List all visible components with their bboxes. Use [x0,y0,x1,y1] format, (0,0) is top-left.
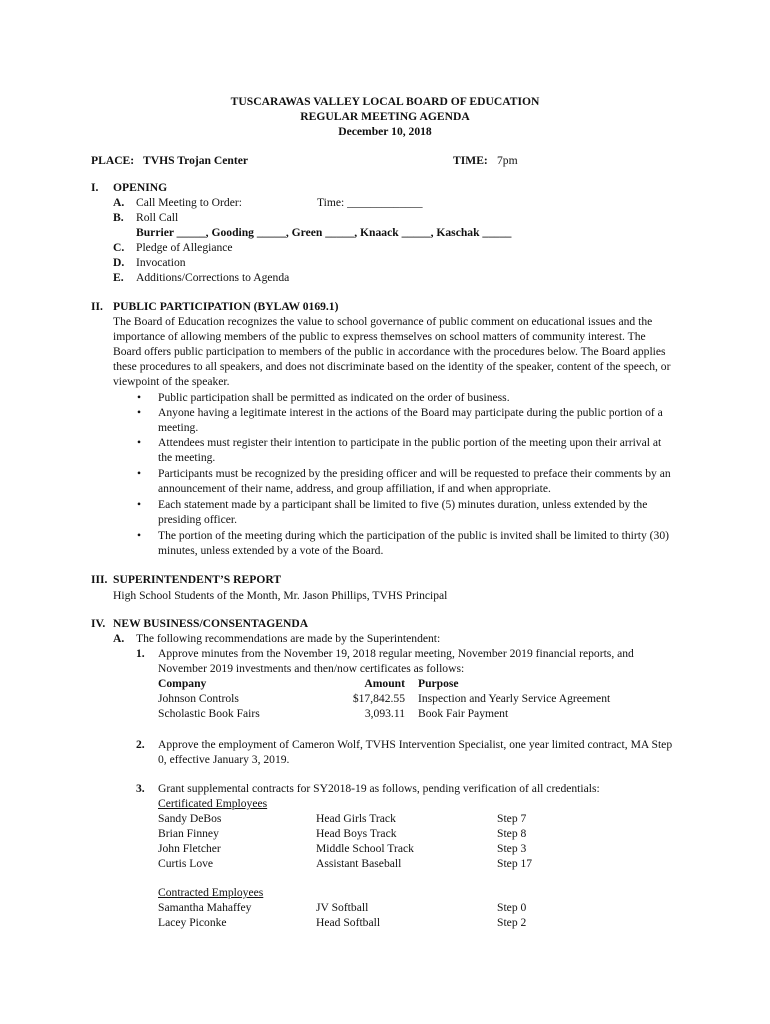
cert-row2-step: Step 8 [497,827,527,840]
cert-row3-step: Step 3 [497,842,527,855]
item-1-text: Approve minutes from the November 19, 2018 regular meeting, November 2019 financial reports, and November 2019 investments and then/now certificates as follows: [158,647,634,675]
cert-row2-position: Head Boys Track [316,827,397,840]
bullet-4: Participants must be recognized by the presiding officer and will be requested to preface their comments by an announcement of their name, address, and group affiliation, if and when appropriate. [158,467,671,495]
section-1-number: I. [91,181,99,194]
bullet-4-dot: • [137,467,142,480]
item-e-letter: E. [113,271,124,284]
item-a-letter: A. [113,196,125,209]
item-2-text: Approve the employment of Cameron Wolf, TVHS Intervention Specialist, one year limited contract, MA Step 0, effective January 3, 2019. [158,738,673,766]
bullet-5: Each statement made by a participant shall be limited to five (5) minutes duration, unless extended by the presiding officer. [158,498,648,526]
superintendent-report-text: High School Students of the Month, Mr. Jason Phillips, TVHS Principal [113,589,448,602]
contr-row2-step: Step 2 [497,916,527,929]
bullet-3: Attendees must register their intention to participate in the public portion of the meeting upon their arrival at the meeting. [158,436,662,464]
item-b-letter: B. [113,211,124,224]
bullet-6: The portion of the meeting during which the participation of the public is invited shall be limited to thirty (30) minutes, unless extended by a vote of the Board. [158,529,669,557]
bullet-2-dot: • [137,406,142,419]
roll-call: Roll Call [136,211,179,224]
invocation: Invocation [136,256,186,269]
meeting-date: December 10, 2018 [338,125,432,138]
bullet-5-dot: • [137,498,142,511]
certificated-employees-heading: Certificated Employees [158,797,268,810]
additions: Additions/Corrections to Agenda [136,271,290,284]
row1-amount: $17,842.55 [352,692,405,705]
cert-row2-name: Brian Finney [158,827,219,840]
bullet-6-dot: • [137,529,142,542]
row2-company: Scholastic Book Fairs [158,707,260,720]
item-1-number: 1. [136,647,145,660]
cert-row1-step: Step 7 [497,812,527,825]
item-3-number: 3. [136,782,145,795]
agenda-title: REGULAR MEETING AGENDA [300,110,470,123]
cert-row1-name: Sandy DeBos [158,812,222,825]
place-value: TVHS Trojan Center [143,154,248,167]
place-label: PLACE: [91,154,135,167]
contr-row1-step: Step 0 [497,901,527,914]
item-4a-letter: A. [113,632,125,645]
pledge: Pledge of Allegiance [136,241,233,254]
recommendations-intro: The following recommendations are made by the Superintendent: [136,632,441,645]
bullet-1-dot: • [137,391,142,404]
call-to-order-time: Time: _____________ [317,196,423,209]
section-2-title: PUBLIC PARTICIPATION (BYLAW 0169.1) [113,300,339,313]
section-3-title: SUPERINTENDENT’S REPORT [113,573,282,586]
cert-row4-step: Step 17 [497,857,533,870]
row2-purpose: Book Fair Payment [418,707,509,720]
cert-row4-position: Assistant Baseball [316,857,402,870]
row2-amount: 3,093.11 [364,707,405,720]
section-4-number: IV. [91,617,106,630]
item-2-number: 2. [136,738,145,751]
row1-company: Johnson Controls [158,692,239,705]
cert-row1-position: Head Girls Track [316,812,396,825]
item-c-letter: C. [113,241,125,254]
col-company-header: Company [158,677,207,690]
contr-row1-name: Samantha Mahaffey [158,901,252,914]
bullet-3-dot: • [137,436,142,449]
time-label: TIME: [453,154,488,167]
item-3-text: Grant supplemental contracts for SY2018-19 as follows, pending verification of all credentials: [158,782,600,795]
call-to-order: Call Meeting to Order: [136,196,242,209]
public-participation-paragraph: The Board of Education recognizes the value to school governance of public comment on educational issues and the importance of allowing members of the public to express themselves on school matters of community interest. The Board offers public participation to members of the public in accordance with the procedures below. The Board applies these procedures to all speakers, and does not discriminate based on the identity of the speaker, content of the speech, or viewpoint of the speaker. [113,315,671,388]
col-amount-header: Amount [364,677,405,690]
contracted-employees-heading: Contracted Employees [158,886,264,899]
cert-row3-name: John Fletcher [158,842,221,855]
item-d-letter: D. [113,256,125,269]
bullet-2: Anyone having a legitimate interest in the actions of the Board may participate during the public portion of a meeting. [158,406,663,434]
cert-row4-name: Curtis Love [158,857,214,870]
roll-call-names: Burrier _____, Gooding _____, Green _____, Knaack _____, Kaschak _____ [136,226,512,239]
bullet-1: Public participation shall be permitted as indicated on the order of business. [158,391,510,404]
section-1-title: OPENING [113,181,168,194]
board-title: TUSCARAWAS VALLEY LOCAL BOARD OF EDUCATION [230,95,540,108]
cert-row3-position: Middle School Track [316,842,414,855]
time-value: 7pm [497,154,518,167]
section-3-number: III. [91,573,108,586]
section-4-title: NEW BUSINESS/CONSENTAGENDA [113,617,309,630]
row1-purpose: Inspection and Yearly Service Agreement [418,692,611,705]
contr-row1-position: JV Softball [316,901,369,914]
contr-row2-name: Lacey Piconke [158,916,227,929]
col-purpose-header: Purpose [418,677,459,690]
section-2-number: II. [91,300,103,313]
contr-row2-position: Head Softball [316,916,381,929]
